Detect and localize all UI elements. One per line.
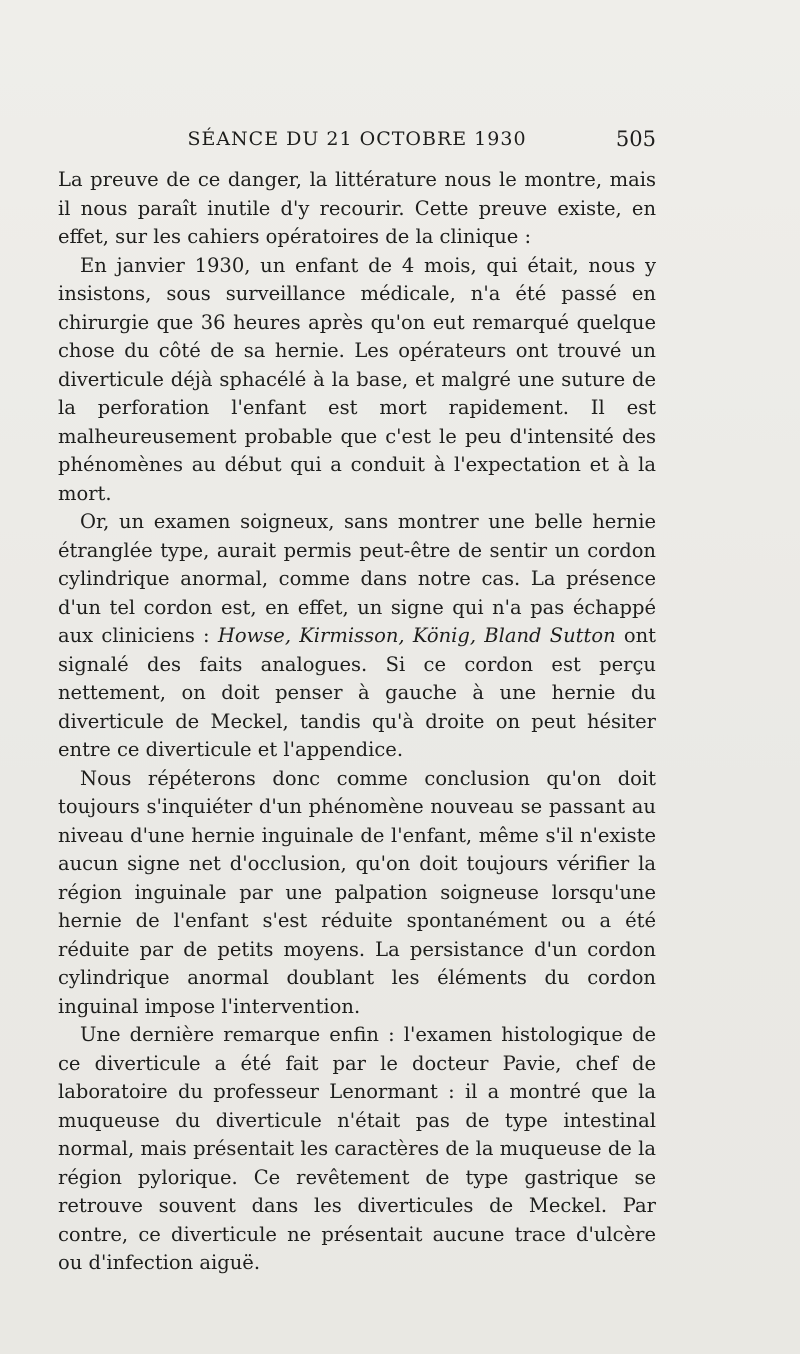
paragraph-examen-soigneux bbox=[58, 508, 656, 765]
paragraph-examen-text-before: Or, un examen soigneux, sans montrer une belle hernie étranglée type, aurait permis peut-être de sentir un cordon cylindrique anormal, comme dans notre cas. La présence d'un tel cordon est, en effet, un signe qui n'a pas échappé aux cliniciens : bbox=[58, 510, 656, 647]
page-number: 505 bbox=[615, 127, 656, 151]
running-head bbox=[58, 122, 656, 156]
cited-authors: Howse, Kirmisson, König, Bland Sutton bbox=[217, 624, 616, 647]
paragraph-preuve: La preuve de ce danger, la littérature nous le montre, mais il nous paraît inutile d'y recourir. Cette preuve existe, en effet, sur les cahiers opératoires de la clinique : bbox=[58, 168, 656, 248]
paragraph-histologie: Une dernière remarque enfin : l'examen histologique de ce diverticule a été fait par le docteur Pavie, chef de laboratoire du professeur Lenormant : il a montré que la muqueuse du diverticule n'était pas de type intestinal normal, mais présentait les caractères de la muqueuse de la région pylorique. Ce revêtement de type gastrique se retrouve souvent dans les diverticules de Meckel. Par contre, ce diverticule ne présentait aucune trace d'ulcère ou d'infection aiguë. bbox=[58, 1023, 656, 1274]
running-title: SÉANCE DU 21 OCTOBRE 1930 bbox=[187, 128, 527, 150]
body-text bbox=[58, 166, 656, 1278]
paragraph-conclusion: Nous répéterons donc comme conclusion qu'on doit toujours s'inquiéter d'un phénomène nouveau se passant au niveau d'une hernie inguinale de l'enfant, même s'il n'existe aucun signe net d'occlusion, qu'on doit toujours vérifier la région inguinale par une palpation soigneuse lorsqu'une hernie de l'enfant s'est réduite spontanément ou a été réduite par de petits moyens. La persistance d'un cordon cylindrique anormal doublant les éléments du cordon inguinal impose l'intervention. bbox=[58, 766, 656, 1018]
paragraph-janvier-1930: En janvier 1930, un enfant de 4 mois, qui était, nous y insistons, sous surveillance médicale, n'a été passé en chirurgie que 36 heures après qu'on eut remarqué quelque chose du côté de sa hernie. Les opérateurs ont trouvé un diverticule déjà sphacélé à la base, et malgré une suture de la perforation l'enfant est mort rapidement. Il est malheureusement probable que c'est le peu d'intensité des phénomènes au début qui a conduit à l'expectation et à la mort. bbox=[58, 253, 656, 505]
paragraph-examen-text-after: ont signalé des faits analogues. Si ce cordon est perçu nettement, on doit penser à gauche à une hernie du diverticule de Meckel, tandis qu'à droite on peut hésiter entre ce diverticule et l'appendice. bbox=[58, 624, 656, 761]
